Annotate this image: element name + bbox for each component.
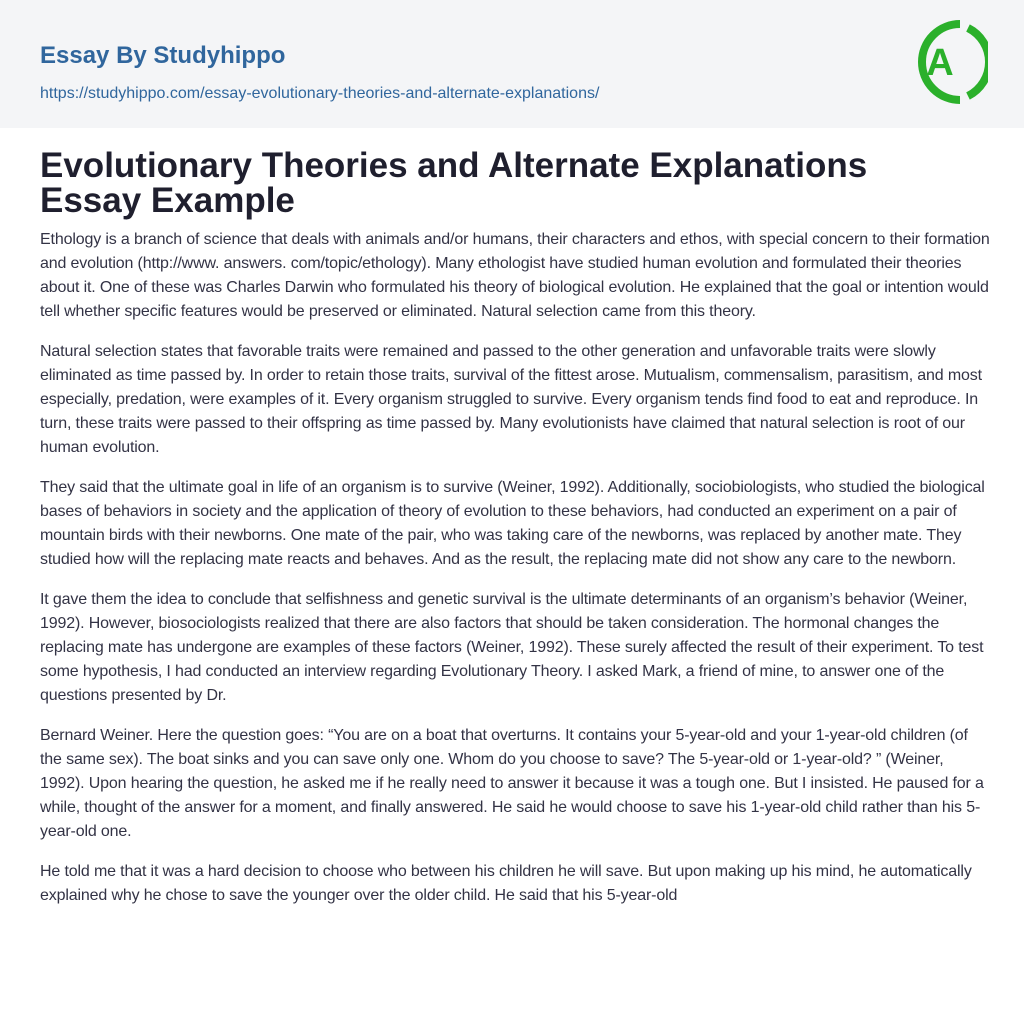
essay-paragraph: Bernard Weiner. Here the question goes: “You are on a boat that overturns. It contains your 5-year-old and your 1-year-old children (of the same sex). The boat sinks and you can save only one. Whom do you choose to save? The 5-year-old or 1-year-old? ” (Weiner, 1992). Upon hearing the question, he asked me if he really need to answer it because it was a tough one. But I insisted. He paused for a while, thought of the answer for a moment, and finally answered. He said he would choose to save his 1-year-old child rather than his 5-year-old one. (40, 727, 984, 840)
essay-title-line-1: Evolutionary Theories and Alternate Explanations (40, 146, 868, 185)
logo-letter: A (926, 42, 954, 84)
essay-title-line-2: Essay Example (40, 181, 295, 220)
essay-body (40, 228, 990, 924)
essay-paragraph: It gave them the idea to conclude that selfishness and genetic survival is the ultimate determinants of an organism’s behavior (Weiner, 1992). However, biosociologists realized that there are also factors that should be taken consideration. The hormonal changes the replacing mate has undergone are examples of these factors (Weiner, 1992). These surely affected the result of their experiment. To test some hypothesis, I had conducted an interview regarding Evolutionary Theory. I asked Mark, a friend of mine, to answer one of the questions presented by Dr. (40, 591, 984, 704)
studyhippo-logo-icon[interactable] (908, 18, 988, 106)
essay-paragraph: Natural selection states that favorable traits were remained and passed to the other generation and unfavorable traits were slowly eliminated as time passed by. In order to retain those traits, survival of the fittest arose. Mutualism, commensalism, parasitism, and most especially, predation, were examples of it. Every organism struggled to survive. Every organism tends find food to eat and reproduce. In turn, these traits were passed to their offspring as time passed by. Many evolutionists have claimed that natural selection is root of our human evolution. (40, 343, 982, 456)
essay-url-link[interactable]: https://studyhippo.com/essay-evolutionary-theories-and-alternate-explanations/ (40, 85, 600, 102)
essay-paragraph: Ethology is a branch of science that deals with animals and/or humans, their characters and ethos, with special concern to their formation and evolution (http://www. answers. com/topic/ethology). Many ethologist have studied human evolution and formulated their theories about it. One of these was Charles Darwin who formulated his theory of biological evolution. He explained that the goal or intention would tell whether specific features would be preserved or eliminated. Natural selection came from this theory. (40, 231, 990, 320)
site-header (0, 0, 1024, 128)
site-title[interactable]: Essay By Studyhippo (40, 42, 286, 69)
essay-title (40, 148, 1000, 218)
essay-paragraph: They said that the ultimate goal in life of an organism is to survive (Weiner, 1992). Additionally, sociobiologists, who studied the biological bases of behaviors in society and the application of theory of evolution to these behaviors, had conducted an experiment on a pair of mountain birds with their newborns. One mate of the pair, who was taking care of the newborns, was replaced by another mate. They studied how will the replacing mate reacts and behaves. And as the result, the replacing mate did not show any care to the newborn. (40, 479, 985, 568)
essay-paragraph: He told me that it was a hard decision to choose who between his children he will save. But upon making up his mind, he automatically explained why he chose to save the younger over the older child. He said that his 5-year-old (40, 863, 972, 904)
